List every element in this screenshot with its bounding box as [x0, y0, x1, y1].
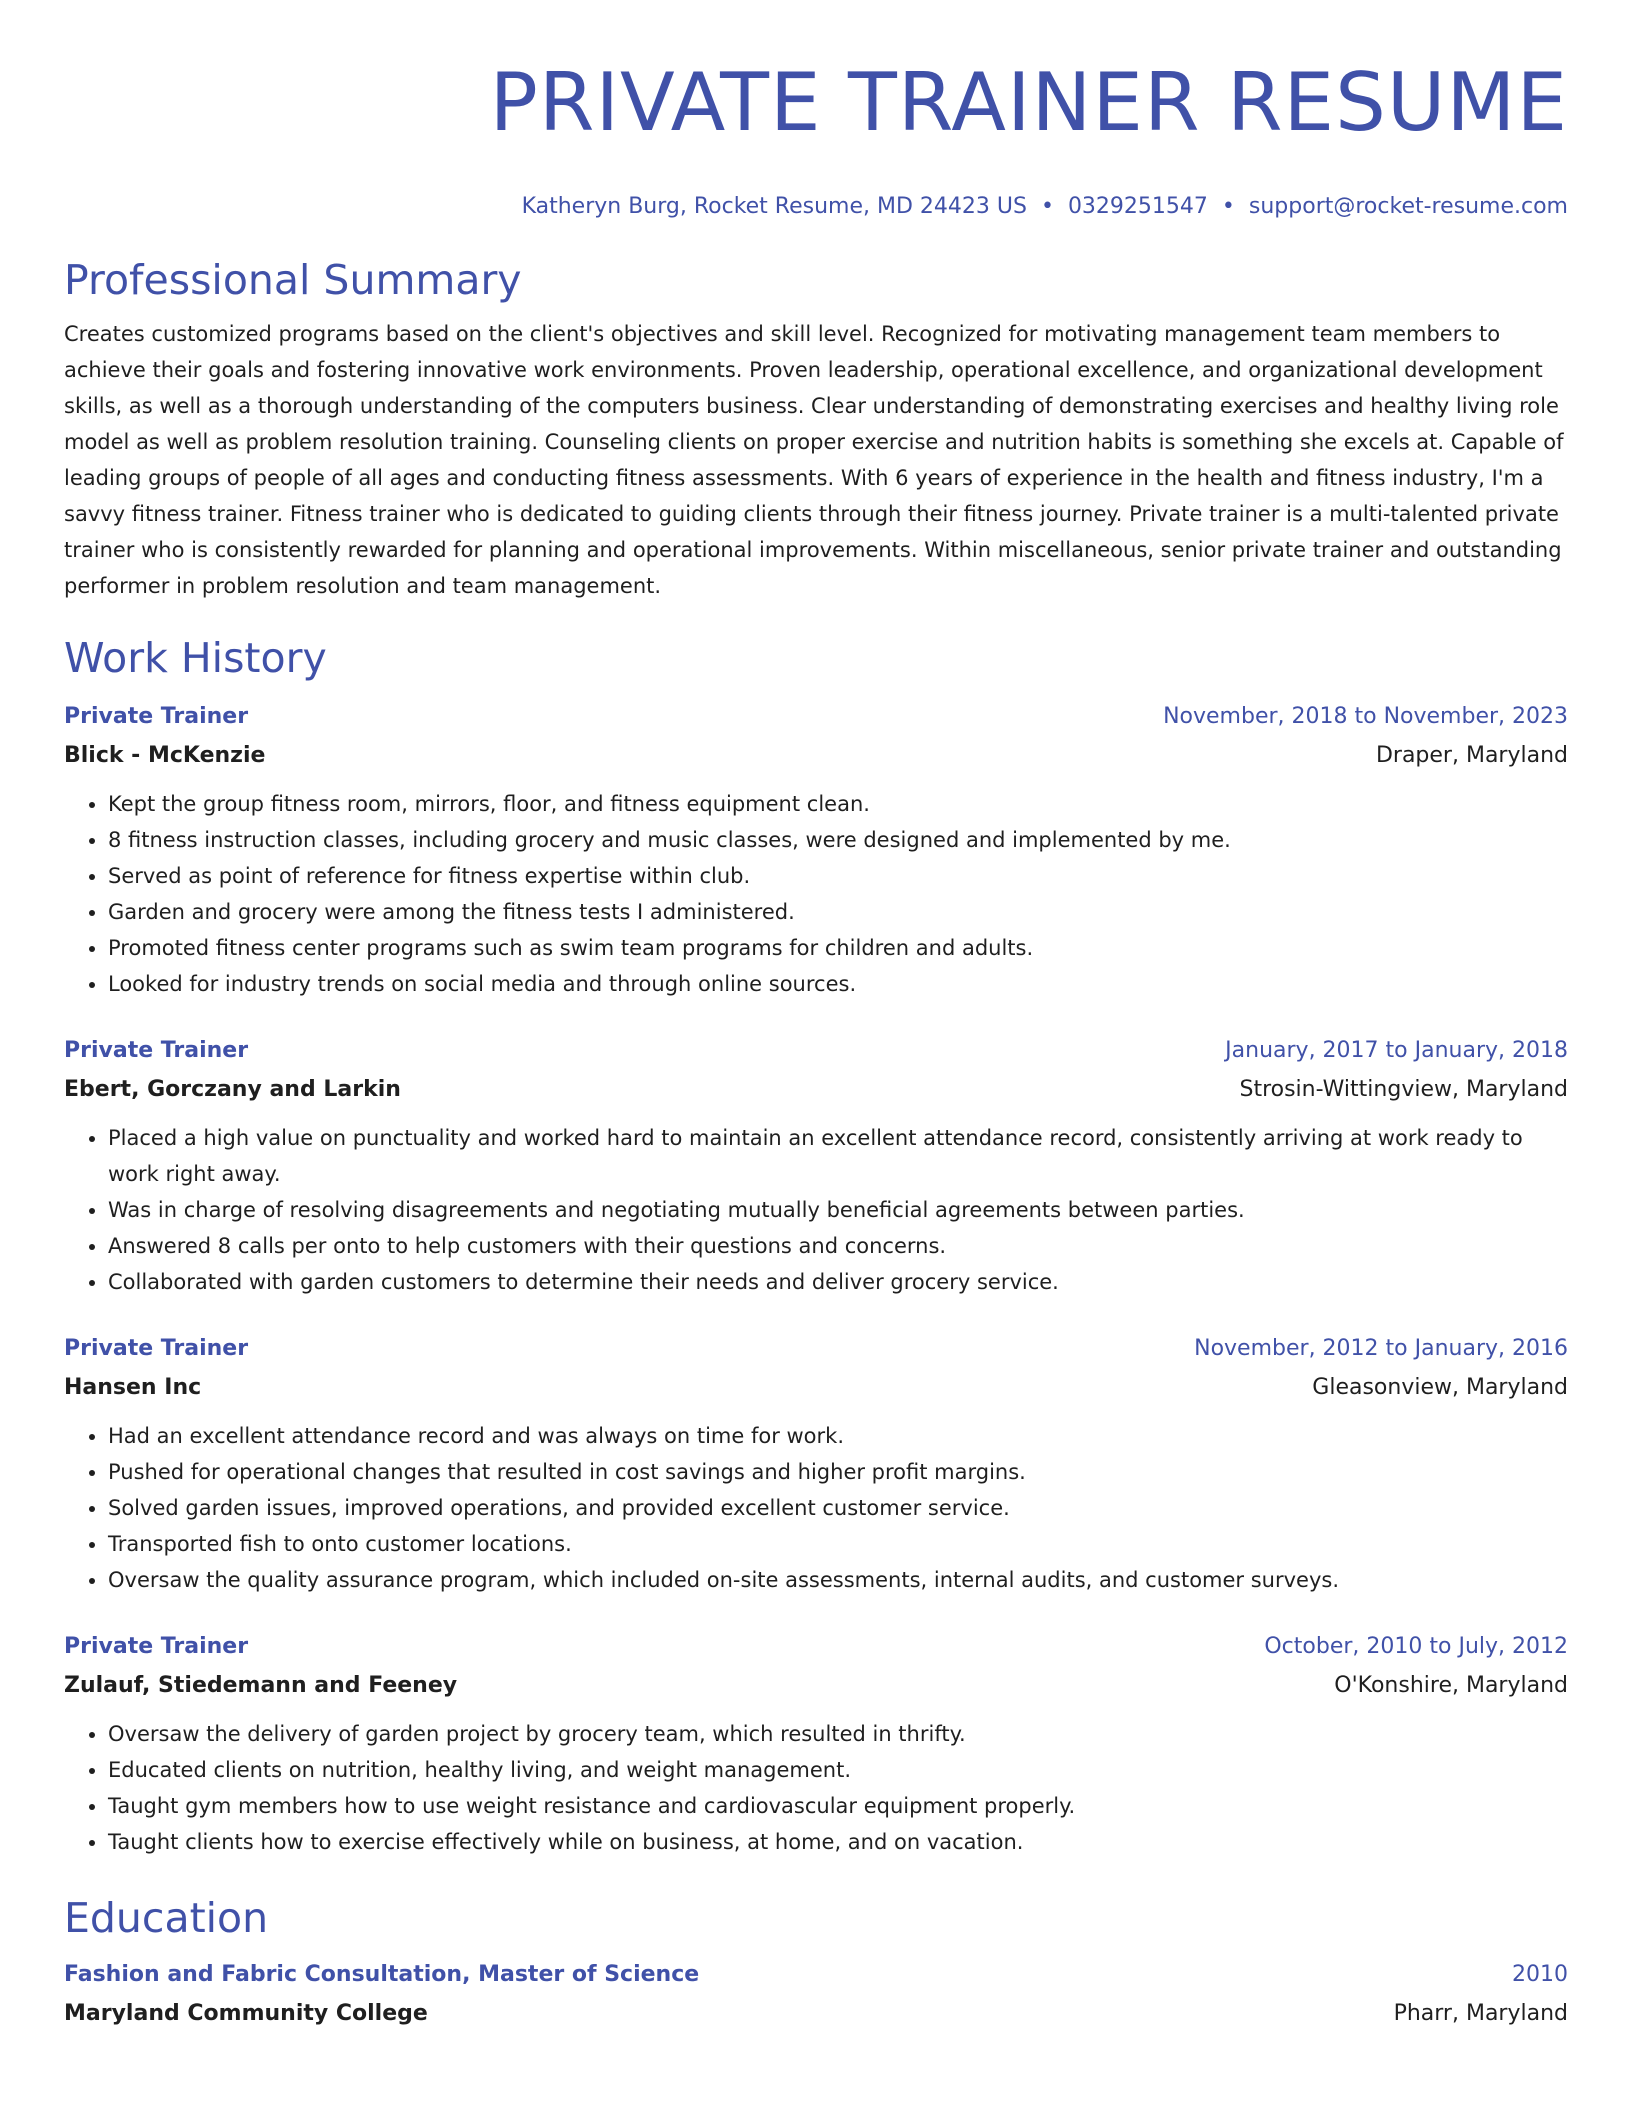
education-school: Maryland Community College: [64, 2001, 428, 2026]
job-entry: [64, 1628, 1568, 1860]
education-heading: Education: [64, 1894, 269, 1942]
job-header-row: [64, 1032, 1568, 1070]
job-company-row: [64, 736, 1568, 776]
contact-email: support@rocket-resume.com: [1248, 194, 1568, 219]
job-bullets: [64, 786, 1568, 1002]
job-header-row: [64, 1628, 1568, 1666]
education-entry: [64, 1956, 1568, 2034]
job-bullets: [64, 1716, 1568, 1860]
education-year: 2010: [1512, 1962, 1568, 1987]
job-bullet: • Answered 8 calls per onto to help customers with their questions and concerns.: [108, 1228, 1568, 1264]
job-bullet: • Pushed for operational changes that resulted in cost savings and higher profit margins.: [108, 1454, 1568, 1490]
contact-phone: 0329251547: [1067, 194, 1208, 219]
job-company: Blick - McKenzie: [64, 743, 266, 768]
job-company-row: [64, 1368, 1568, 1408]
job-entry: [64, 1330, 1568, 1598]
job-company-row: [64, 1070, 1568, 1110]
job-bullet: • Served as point of reference for fitness expertise within club.: [108, 858, 1568, 894]
summary-heading: Professional Summary: [64, 256, 522, 304]
job-bullet: • Solved garden issues, improved operations, and provided excellent customer service.: [108, 1490, 1568, 1526]
job-company: Ebert, Gorczany and Larkin: [64, 1077, 401, 1102]
job-title: Private Trainer: [64, 704, 249, 729]
work-history-heading: Work History: [64, 634, 327, 682]
job-dates: November, 2012 to January, 2016: [1194, 1336, 1568, 1361]
job-bullet: • Oversaw the quality assurance program, which included on-site assessments, internal audits, and customer surveys.: [108, 1562, 1568, 1598]
job-location: Draper, Maryland: [1375, 743, 1568, 768]
job-entry: [64, 698, 1568, 1002]
job-header-row: [64, 698, 1568, 736]
contact-separator: •: [1221, 194, 1235, 219]
job-company: Hansen Inc: [64, 1375, 202, 1400]
job-header-row: [64, 1330, 1568, 1368]
education-section: [64, 1892, 1568, 2034]
resume-title: PRIVATE TRAINER RESUME: [489, 56, 1568, 149]
job-bullet: • Placed a high value on punctuality and worked hard to maintain an excellent attendance record, consistently arriving at work ready to work right away.: [108, 1120, 1568, 1192]
job-title: Private Trainer: [64, 1336, 249, 1361]
summary-text: Creates customized programs based on the client's objectives and skill level. Recognized for motivating management team members to achieve their goals and fostering innovative work environments. Proven leadership, operational excellence, and organizational development skills, as well as a thorough understanding of the computers business. Clear understanding of demonstrating exercises and healthy living role model as well as problem resolution training. Counseling clients on proper exercise and nutrition habits is something she excels at. Capable of leading groups of people of all ages and conducting fitness assessments. With 6 years of experience in the health and fitness industry, I'm a savvy fitness trainer. Fitness trainer who is dedicated to guiding clients through their fitness journey. Private trainer is a multi-talented private trainer who is consistently rewarded for planning and operational improvements. Within miscellaneous, senior private trainer and outstanding performer in problem resolution and team management.: [64, 322, 1564, 598]
job-bullet: • Collaborated with garden customers to determine their needs and deliver grocery service.: [108, 1264, 1568, 1300]
education-school-row: [64, 1994, 1568, 2034]
job-entry: [64, 1032, 1568, 1300]
job-location: O'Konshire, Maryland: [1334, 1673, 1568, 1698]
job-dates: October, 2010 to July, 2012: [1264, 1634, 1568, 1659]
job-company-row: [64, 1666, 1568, 1706]
job-bullet: • Had an excellent attendance record and was always on time for work.: [108, 1418, 1568, 1454]
job-bullets: [64, 1418, 1568, 1598]
job-bullet: • Kept the group fitness room, mirrors, floor, and fitness equipment clean.: [108, 786, 1568, 822]
job-bullet: • Was in charge of resolving disagreements and negotiating mutually beneficial agreements between parties.: [108, 1192, 1568, 1228]
job-dates: November, 2018 to November, 2023: [1163, 704, 1568, 729]
job-bullet: • Garden and grocery were among the fitness tests I administered.: [108, 894, 1568, 930]
job-location: Gleasonview, Maryland: [1312, 1375, 1568, 1400]
job-bullets: [64, 1120, 1568, 1300]
contact-separator: •: [1040, 194, 1054, 219]
education-location: Pharr, Maryland: [1393, 2001, 1568, 2026]
job-dates: January, 2017 to January, 2018: [1225, 1038, 1568, 1063]
job-bullet: • Taught clients how to exercise effectively while on business, at home, and on vacation.: [108, 1824, 1568, 1860]
job-company: Zulauf, Stiedemann and Feeney: [64, 1673, 458, 1698]
summary-section: [64, 254, 1568, 604]
job-bullet: • Taught gym members how to use weight resistance and cardiovascular equipment properly.: [108, 1788, 1568, 1824]
education-degree: Fashion and Fabric Consultation, Master of Science: [64, 1962, 700, 1987]
job-bullet: • Transported fish to onto customer locations.: [108, 1526, 1568, 1562]
job-bullet: • 8 fitness instruction classes, including grocery and music classes, were designed and implemented by me.: [108, 822, 1568, 858]
job-title: Private Trainer: [64, 1634, 249, 1659]
job-bullet: • Educated clients on nutrition, healthy living, and weight management.: [108, 1752, 1568, 1788]
work-history-section: [64, 632, 1568, 1860]
job-title: Private Trainer: [64, 1038, 249, 1063]
job-bullet: • Looked for industry trends on social media and through online sources.: [108, 966, 1568, 1002]
contact-line: [64, 192, 1568, 222]
job-location: Strosin-Wittingview, Maryland: [1239, 1077, 1568, 1102]
job-bullet: • Oversaw the delivery of garden project by grocery team, which resulted in thrifty.: [108, 1716, 1568, 1752]
education-header-row: [64, 1956, 1568, 1994]
contact-address: Katheryn Burg, Rocket Resume, MD 24423 US: [521, 194, 1027, 219]
job-bullet: • Promoted fitness center programs such as swim team programs for children and adults.: [108, 930, 1568, 966]
